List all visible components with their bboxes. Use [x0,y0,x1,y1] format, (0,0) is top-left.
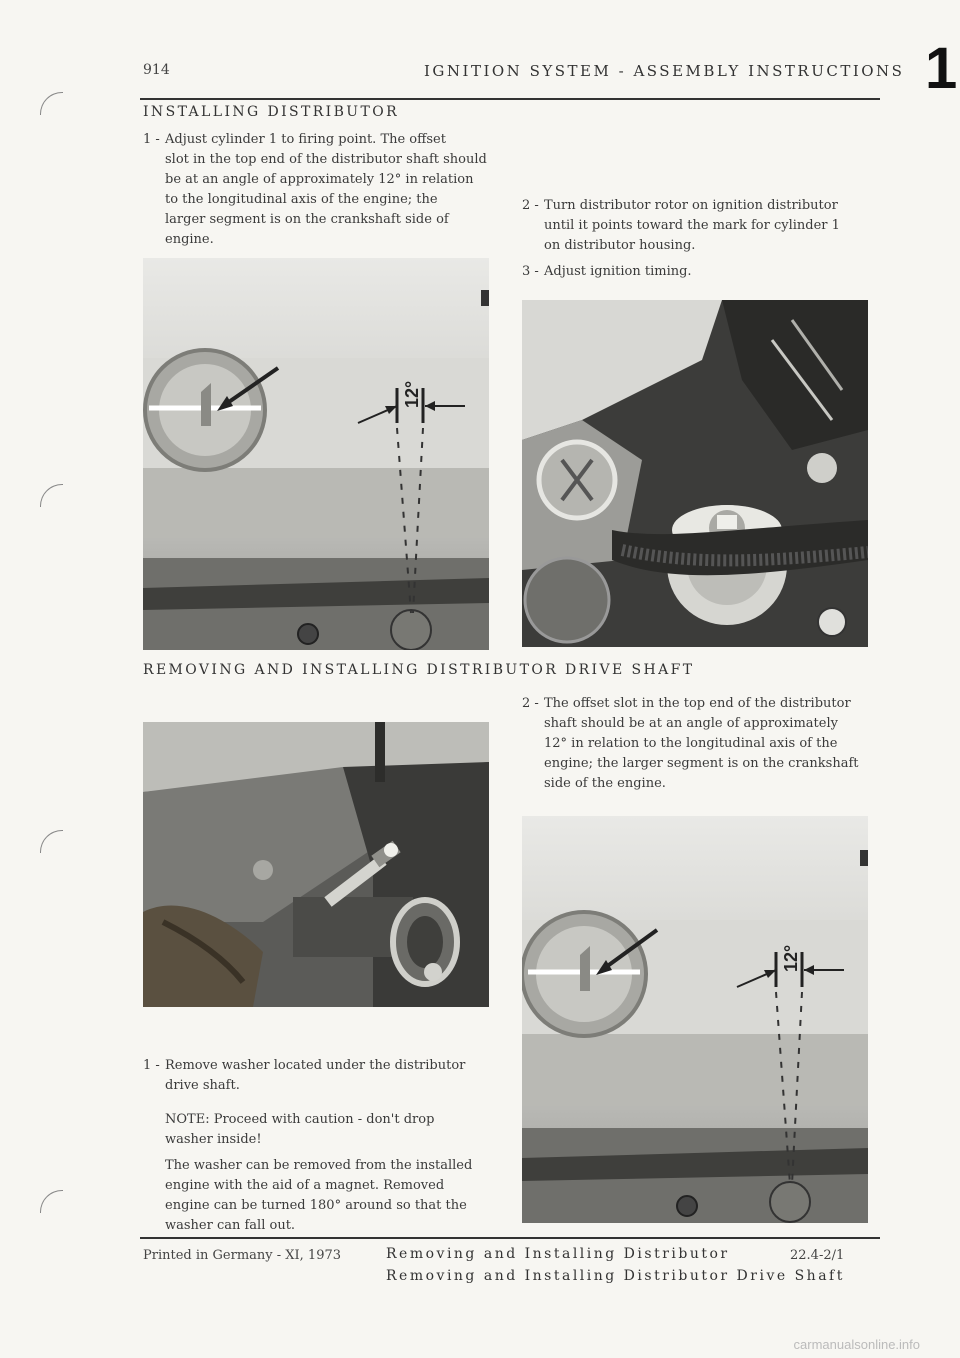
page-code: 22.4-2/1 [790,1248,845,1263]
footer-title-1: Removing and Installing Distributor [386,1246,730,1262]
removing-step-1 [143,1056,503,1096]
installing-heading: INSTALLING DISTRIBUTOR [143,104,400,120]
step-line: Turn distributor rotor on ignition distributor [544,198,838,213]
step-line: engine. [165,232,214,247]
removing-heading: REMOVING AND INSTALLING DISTRIBUTOR DRIVE SHAFT [143,662,695,678]
distributor-slot-photo [143,258,489,650]
footer-title-2: Removing and Installing Distributor Drive Shaft [386,1268,845,1284]
step-number: 3 - [522,264,539,279]
step-line: side of the engine. [544,776,666,791]
washer-paragraph [165,1156,505,1236]
drive-shaft-photo [143,722,489,1007]
step-line: The offset slot in the top end of the distributor [544,696,851,711]
step-line: drive shaft. [165,1078,240,1093]
margin-mark [40,1190,63,1213]
step-line: Remove washer located under the distributor [165,1058,466,1073]
step-line: Adjust ignition timing. [544,264,692,279]
margin-mark [40,92,63,115]
caution-note [165,1110,505,1150]
watermark: carmanualsonline.info [793,1337,920,1352]
step-line: Adjust cylinder 1 to firing point. The offset [165,132,446,147]
step-line: on distributor housing. [544,238,696,253]
drive-shaft-slot-photo [522,816,868,1223]
note-line: washer inside! [165,1132,262,1147]
step-line: engine; the larger segment is on the crankshaft [544,756,859,771]
header-rule [140,98,880,100]
margin-mark [40,484,63,507]
installing-step-3 [522,262,882,282]
paragraph-line: washer can fall out. [165,1218,296,1233]
page-model-number: 914 [143,62,170,78]
print-info: Printed in Germany - XI, 1973 [143,1248,342,1263]
step-number: 2 - [522,198,539,213]
step-line: larger segment is on the crankshaft side of [165,212,449,227]
step-line: 12° in relation to the longitudinal axis of the [544,736,838,751]
page-header-title: IGNITION SYSTEM - ASSEMBLY INSTRUCTIONS [424,62,905,80]
paragraph-line: The washer can be removed from the installed [165,1158,473,1173]
margin-mark [40,830,63,853]
step-line: be at an angle of approximately 12° in relation [165,172,474,187]
step-number: 1 - [143,1058,160,1073]
paragraph-line: engine with the aid of a magnet. Removed [165,1178,445,1193]
section-number: 1 [925,36,958,101]
step-line: slot in the top end of the distributor shaft should [165,152,487,167]
step-number: 1 - [143,132,160,147]
paragraph-line: engine can be turned 180° around so that the [165,1198,467,1213]
angle-label: 12° [402,380,422,408]
step-line: shaft should be at an angle of approximately [544,716,838,731]
step-number: 2 - [522,696,539,711]
note-line: NOTE: Proceed with caution - don't drop [165,1112,435,1127]
step-line: to the longitudinal axis of the engine; the [165,192,438,207]
installing-step-1 [143,130,503,250]
angle-label: 12° [781,944,801,972]
removing-step-2 [522,694,882,794]
installing-step-2 [522,196,882,256]
distributor-rotor-photo [522,300,868,647]
step-line: until it points toward the mark for cylinder 1 [544,218,840,233]
footer-rule [140,1237,880,1239]
